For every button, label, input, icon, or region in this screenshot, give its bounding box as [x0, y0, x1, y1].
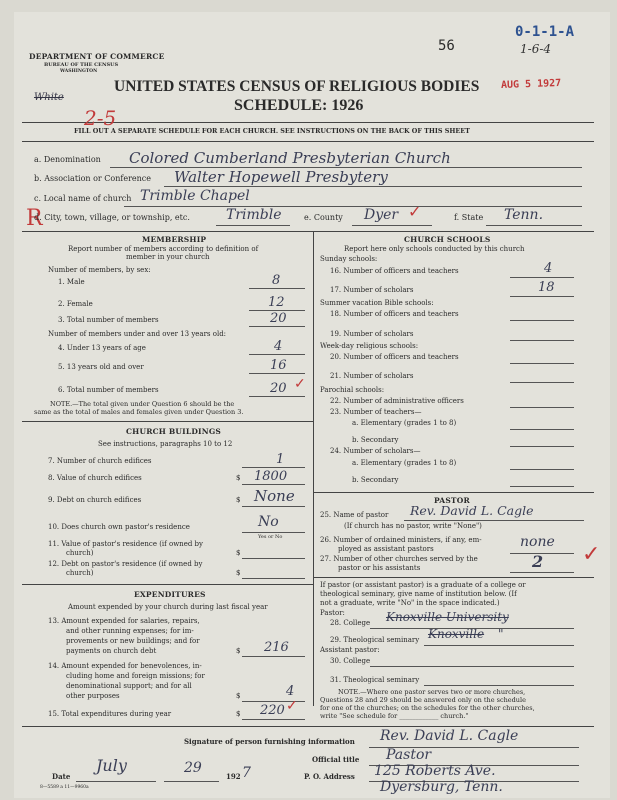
q29-line [424, 645, 574, 646]
q15-label: 15. Total expenditures during year [48, 710, 172, 718]
county-check: ✓ [408, 202, 422, 221]
date-day-line [164, 781, 219, 782]
official-title-value: Pastor [386, 747, 432, 763]
q12-dollar: $ [236, 569, 241, 577]
q25-line [404, 520, 584, 521]
q13-label-3: provements or new buildings; and for [66, 637, 200, 645]
q13-label-4: payments on church debt [66, 647, 157, 655]
q12-label-1: 12. Debt on pastor's residence (if owned by [48, 560, 203, 568]
q16-label: 16. Number of officers and teachers [330, 267, 459, 275]
letter-r-mark: R [26, 206, 43, 231]
buildings-intro: See instructions, paragraphs 10 to 12 [98, 440, 233, 448]
county-label: e. County [304, 213, 343, 222]
q26-value: none [520, 534, 555, 550]
membership-intro-1: Report number of members according to definition of [68, 245, 259, 253]
city-label: WASHINGTON [60, 69, 98, 74]
year-digit: 7 [242, 765, 251, 781]
q7-line [242, 467, 305, 468]
code-top: 0-1-1-A [515, 24, 575, 40]
association-label: b. Association or Conference [34, 174, 151, 183]
q14-label-2: cluding home and foreign missions; for [66, 672, 205, 680]
q6-label: 6. Total number of members [58, 386, 159, 394]
q23b-line [510, 446, 574, 447]
q9-label: 9. Debt on church edifices [48, 496, 142, 504]
q15-check: ✓ [286, 698, 298, 714]
q30-line [370, 666, 574, 667]
q19-label: 19. Number of scholars [330, 330, 414, 338]
q13-label-1: 13. Amount expended for salaries, repairs, [48, 617, 200, 625]
age-intro-label: Number of members under and over 13 years old: [48, 330, 227, 338]
signature-value: Rev. David L. Cagle [380, 728, 519, 744]
q5-value: 16 [270, 358, 287, 373]
q6-line [249, 396, 305, 397]
q8-line [242, 484, 305, 485]
q17-label: 17. Number of scholars [330, 286, 414, 294]
pastor-note-2: Questions 28 and 29 should be answered only on the schedule [320, 696, 526, 704]
q26-label-2: ployed as assistant pastors [338, 545, 434, 553]
denomination-label: a. Denomination [34, 155, 101, 164]
pastor-note-4: write "See schedule for ____________ church." [320, 712, 469, 720]
q2-value: 12 [268, 295, 285, 310]
q17-line [510, 296, 574, 297]
local-name-label: c. Local name of church [34, 194, 132, 203]
q24a-label: a. Elementary (grades 1 to 8) [352, 459, 457, 467]
column-divider [313, 231, 314, 706]
q28-value: Knoxville University [386, 610, 509, 624]
q1-line [249, 288, 305, 289]
q25-label: 25. Name of pastor [320, 511, 389, 519]
date-month-value: July [96, 756, 127, 775]
q14-label-4: other purposes [66, 692, 120, 700]
q13-value: 216 [264, 640, 289, 655]
q5-line [249, 373, 305, 374]
q12-line [242, 578, 305, 579]
state-line [486, 225, 582, 226]
q11-label-2: church) [66, 549, 94, 557]
q15-value: 220 [260, 703, 285, 718]
bureau-label: BUREAU OF THE CENSUS [44, 62, 119, 68]
denomination-value: Colored Cumberland Presbyterian Church [129, 149, 451, 167]
q13-label-2: and other running expenses; for im- [66, 627, 194, 635]
q9-line [242, 506, 305, 507]
state-label: f. State [454, 213, 484, 222]
q28-label: 28. College [330, 619, 371, 627]
q24b-line [510, 486, 574, 487]
q20-line [510, 363, 574, 364]
q6-value: 20 [270, 381, 287, 396]
q2-label: 2. Female [58, 300, 93, 308]
schools-intro: Report here only schools conducted by this church [344, 245, 525, 253]
yes-no-caption: Yes or No [258, 534, 283, 540]
expenditures-intro: Amount expended by your church during last fiscal year [68, 603, 268, 611]
q3-value: 20 [270, 311, 287, 326]
q10-line [242, 532, 305, 533]
q23b-label: b. Secondary [352, 436, 399, 444]
code-sub: 1-6-4 [520, 42, 552, 56]
membership-heading: MEMBERSHIP [142, 235, 207, 244]
graduate-note-3: not a graduate, write "No" in the space indicated.) [320, 599, 500, 607]
q9-value: None [254, 487, 295, 505]
q25-note: (If church has no pastor, write "None") [344, 522, 482, 530]
city-town-label: d. City, town, village, or township, etc. [34, 213, 190, 222]
membership-intro-2: member in your church [126, 253, 210, 261]
pastor-subheading: Pastor: [320, 609, 345, 617]
q29-ditto: " [498, 627, 504, 641]
date-month-line [76, 781, 156, 782]
q18-line [510, 320, 574, 321]
q8-value: 1800 [254, 469, 288, 484]
parochial-schools-label: Parochial schools: [320, 386, 385, 394]
q6-check: ✓ [294, 376, 306, 392]
q22-line [510, 407, 574, 408]
q13-dollar: $ [236, 647, 241, 655]
county-value: Dyer [364, 207, 399, 223]
print-code: 8—5589 a 11—9960a [40, 785, 89, 790]
q1-value: 8 [272, 273, 281, 288]
instruction-rule [22, 141, 594, 142]
membership-note-2: same as the total of males and females given under Question 3. [34, 408, 244, 416]
form-title: UNITED STATES CENSUS OF RELIGIOUS BODIES [114, 78, 480, 95]
q15-dollar: $ [236, 710, 241, 718]
form-subtitle: SCHEDULE: 1926 [234, 97, 364, 114]
q10-label: 10. Does church own pastor's residence [48, 523, 190, 531]
q26-label-1: 26. Number of ordained ministers, if any, em- [320, 536, 482, 544]
city-value: Trimble [226, 207, 282, 223]
q20-label: 20. Number of officers and teachers [330, 353, 459, 361]
q8-label: 8. Value of church edifices [48, 474, 142, 482]
graduate-rule [313, 577, 594, 578]
summer-schools-label: Summer vacation Bible schools: [320, 299, 434, 307]
q23a-line [510, 429, 574, 430]
members-by-sex-label: Number of members, by sex: [48, 266, 151, 274]
q21-line [510, 382, 574, 383]
q1-label: 1. Male [58, 278, 85, 286]
q24a-line [510, 469, 574, 470]
weekday-schools-label: Week-day religious schools: [320, 342, 419, 350]
q11-label-1: 11. Value of pastor's residence (if owned by [48, 540, 203, 548]
expenditures-heading: EXPENDITURES [134, 590, 206, 599]
q14-label-1: 14. Amount expended for benevolences, in- [48, 662, 202, 670]
q30-label: 30. College [330, 657, 371, 665]
year-prefix: 192 [226, 772, 241, 781]
date-label: Date [52, 772, 71, 781]
q8-dollar: $ [236, 474, 241, 482]
expenditures-rule [22, 584, 313, 585]
association-line [164, 186, 582, 187]
q9-dollar: $ [236, 496, 241, 504]
q27-label-1: 27. Number of other churches served by the [320, 555, 478, 563]
number-2-5: 2-5 [84, 106, 117, 130]
membership-note-1: NOTE.—The total given under Question 6 should be the [50, 400, 235, 408]
date-day-value: 29 [184, 760, 202, 776]
signature-label: Signature of person furnishing information [184, 737, 355, 746]
received-stamp: AUG 5 1927 [500, 77, 562, 92]
q3-label: 3. Total number of members [58, 316, 159, 324]
q15-line [242, 719, 305, 720]
footer-rule [22, 726, 594, 727]
county-line [352, 225, 432, 226]
q13-line [242, 656, 305, 657]
q17-value: 18 [538, 280, 555, 295]
q5-label: 5. 13 years old and over [58, 363, 144, 371]
q14-value: 4 [286, 684, 295, 699]
q23a-label: a. Elementary (grades 1 to 8) [352, 419, 457, 427]
q11-dollar: $ [236, 549, 241, 557]
q16-line [510, 277, 574, 278]
q16-value: 4 [544, 261, 553, 276]
graduate-note-1: If pastor (or assistant pastor) is a graduate of a college or [320, 581, 526, 589]
q18-label: 18. Number of officers and teachers [330, 310, 459, 318]
state-value: Tenn. [504, 207, 544, 223]
white-mark: White [34, 92, 64, 103]
pastor-rule [313, 492, 594, 493]
po-address-label: P. O. Address [304, 772, 355, 781]
q4-line [249, 354, 305, 355]
graduate-note-2: theological seminary, give name of institution below. (If [320, 590, 517, 598]
q14-label-3: denominational support; and for all [66, 682, 192, 690]
association-value: Walter Hopewell Presbytery [174, 168, 388, 186]
q21-label: 21. Number of scholars [330, 372, 414, 380]
schools-heading: CHURCH SCHOOLS [404, 235, 491, 244]
id-rule [22, 231, 594, 232]
po-address-line-2: Dyersburg, Tenn. [380, 779, 503, 795]
pastor-note-3: for one of the churches; on the schedules for the other churches, [320, 704, 535, 712]
q31-label: 31. Theological seminary [330, 676, 420, 684]
q27-line [510, 572, 574, 573]
q7-label: 7. Number of church edifices [48, 457, 152, 465]
local-name-value: Trimble Chapel [140, 188, 250, 204]
q7-value: 1 [276, 452, 285, 467]
q4-value: 4 [274, 339, 283, 354]
assistant-subheading: Assistant pastor: [320, 646, 380, 654]
q27-label-2: pastor or his assistants [338, 564, 421, 572]
po-address-line-1: 125 Roberts Ave. [374, 763, 496, 779]
q3-line [249, 326, 305, 327]
q25-value: Rev. David L. Cagle [410, 503, 534, 518]
q19-line [510, 340, 574, 341]
city-line [216, 225, 290, 226]
q31-line [424, 685, 574, 686]
q10-value: No [258, 514, 279, 530]
department-label: DEPARTMENT OF COMMERCE [29, 52, 165, 61]
official-title-label: Official title [312, 755, 360, 764]
q24-label: 24. Number of scholars— [330, 447, 421, 455]
pastor-heading: PASTOR [434, 496, 470, 505]
schedule-sheet [14, 12, 610, 798]
q24b-label: b. Secondary [352, 476, 399, 484]
q4-label: 4. Under 13 years of age [58, 344, 146, 352]
q12-label-2: church) [66, 569, 94, 577]
q22-label: 22. Number of administrative officers [330, 397, 464, 405]
number-56: 56 [438, 38, 455, 54]
q23-label: 23. Number of teachers— [330, 408, 422, 416]
sunday-schools-label: Sunday schools: [320, 255, 378, 263]
instruction-line: FILL OUT A SEPARATE SCHEDULE FOR EACH CHURCH. SEE INSTRUCTIONS ON THE BACK OF THIS SHEET [74, 127, 470, 135]
q27-value: 2 [532, 552, 544, 571]
pastor-note-1: NOTE.—Where one pastor serves two or more churches, [338, 688, 526, 696]
q29-label: 29. Theological seminary [330, 636, 420, 644]
buildings-heading: CHURCH BUILDINGS [126, 427, 222, 436]
buildings-rule [22, 421, 313, 422]
q11-line [242, 558, 305, 559]
q27-check: ✓ [582, 542, 601, 567]
q29-value: Knoxville [428, 627, 485, 641]
q14-dollar: $ [236, 692, 241, 700]
